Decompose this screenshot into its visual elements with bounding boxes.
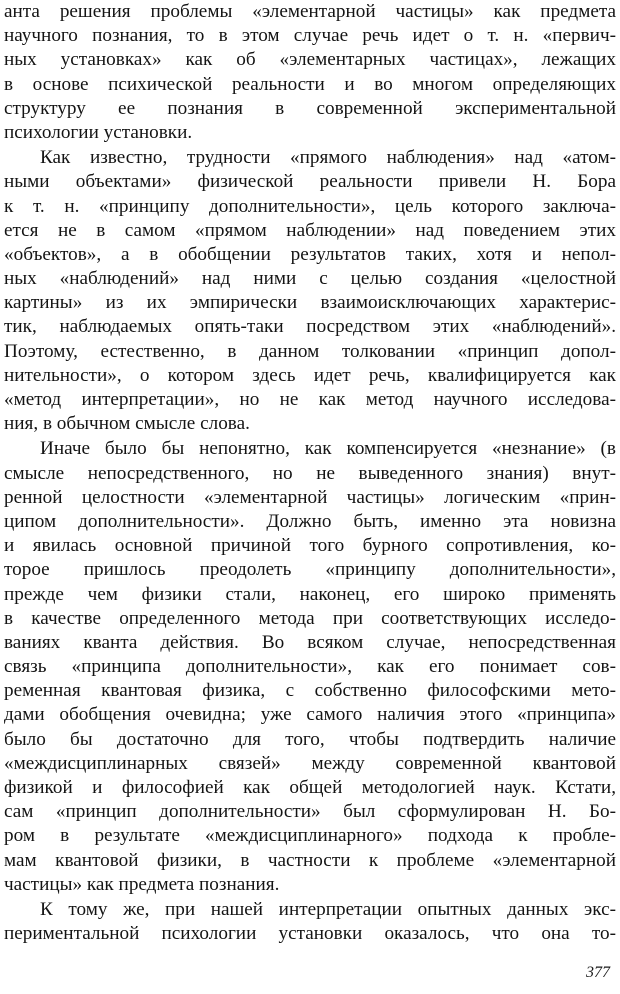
text-line: «метод интерпретации», но не как метод научного исследова- [4, 389, 616, 410]
text-line: тик, наблюдаемых опять-таки посредством этих «наблюдений». [4, 316, 616, 338]
text-line: ется не в самом «прямом наблюдении» над поведением этих [4, 219, 616, 241]
text-line: ных установках» как об «элементарных частицах», лежащих [4, 49, 616, 71]
text-line: дами обобщения очевидна; уже самого наличия этого «принципа» [4, 704, 616, 726]
text-line: «междисциплинарных связей» между современной квантовой [4, 752, 616, 774]
text-line: картины» из их эмпирически взаимоисключающих характерис- [4, 292, 616, 314]
text-line: Иначе было бы непонятно, как компенсируется «незнание» (в [40, 438, 616, 460]
text-line: в качестве определенного метода при соответствующих исследо- [4, 607, 616, 629]
text-line: прежде чем физики стали, наконец, его широко применять [4, 583, 616, 605]
text-line: периментальной психологии установки оказалось, что она то- [4, 923, 616, 945]
text-line: ременная квантовая физика, с собственно философскими мето- [4, 680, 616, 702]
page-number: 377 [586, 964, 610, 981]
text-body [4, 0, 616, 946]
text-line: к т. н. «принципу дополнительности», цель которого заключа- [4, 195, 616, 217]
text-line: психологии установки. [4, 121, 193, 143]
book-page [4, 0, 616, 994]
text-line: научного познания, то в этом случае речь идет о т. н. «первич- [4, 25, 616, 47]
text-line: нительности», о котором здесь идет речь, квалифицируется как [4, 364, 616, 386]
text-line: Как известно, трудности «прямого наблюдения» над «атом- [40, 147, 616, 169]
text-line: частицы» как предмета познания. [4, 873, 280, 895]
text-line: ными объектами» физической реальности привели Н. Бора [4, 171, 616, 193]
text-line: физикой и философией как общей методологией наук. Кстати, [4, 777, 616, 798]
text-line: структуру ее познания в современной экспериментальной [4, 97, 616, 119]
paragraph [4, 146, 616, 436]
text-line: К тому же, при нашей интерпретации опытных данных экс- [40, 898, 616, 920]
text-line: ния, в обычном смысле слова. [4, 413, 250, 435]
text-line: анта решения проблемы «элементарной частицы» как предмета [4, 1, 616, 22]
paragraph [4, 437, 616, 897]
text-line: Поэтому, естественно, в данном толковании «принцип допол- [4, 340, 616, 362]
paragraph [4, 898, 616, 946]
paragraph [4, 0, 616, 145]
text-line: сам «принцип дополнительности» был сформулирован Н. Бо- [4, 801, 616, 823]
text-line: ренной целостности «элементарной частицы» логическим «прин- [4, 486, 616, 508]
text-line: ных «наблюдений» над ними с целью создания «целостной [4, 268, 616, 290]
text-line: ром в результате «междисциплинарного» подхода к пробле- [4, 825, 616, 847]
text-line: было бы достаточно для того, чтобы подтвердить наличие [4, 728, 616, 750]
text-line: и явилась основной причиной того бурного сопротивления, ко- [4, 535, 616, 557]
text-line: смысле непосредственного, но не выведенного знания) внут- [4, 462, 616, 484]
text-line: ваниях кванта действия. Во всяком случае, непосредственная [4, 631, 616, 653]
text-line: «объектов», а в обобщении результатов таких, хотя и непол- [4, 243, 616, 265]
text-line: мам квантовой физики, в частности к проблеме «элементарной [4, 849, 616, 871]
text-line: ципом дополнительности». Должно быть, именно эта новизна [4, 510, 616, 532]
text-line: торое пришлось преодолеть «принципу дополнительности», [4, 559, 616, 581]
text-line: в основе психической реальности и во многом определяющих [4, 73, 616, 95]
text-line: связь «принципа дополнительности», как его понимает сов- [4, 656, 616, 678]
